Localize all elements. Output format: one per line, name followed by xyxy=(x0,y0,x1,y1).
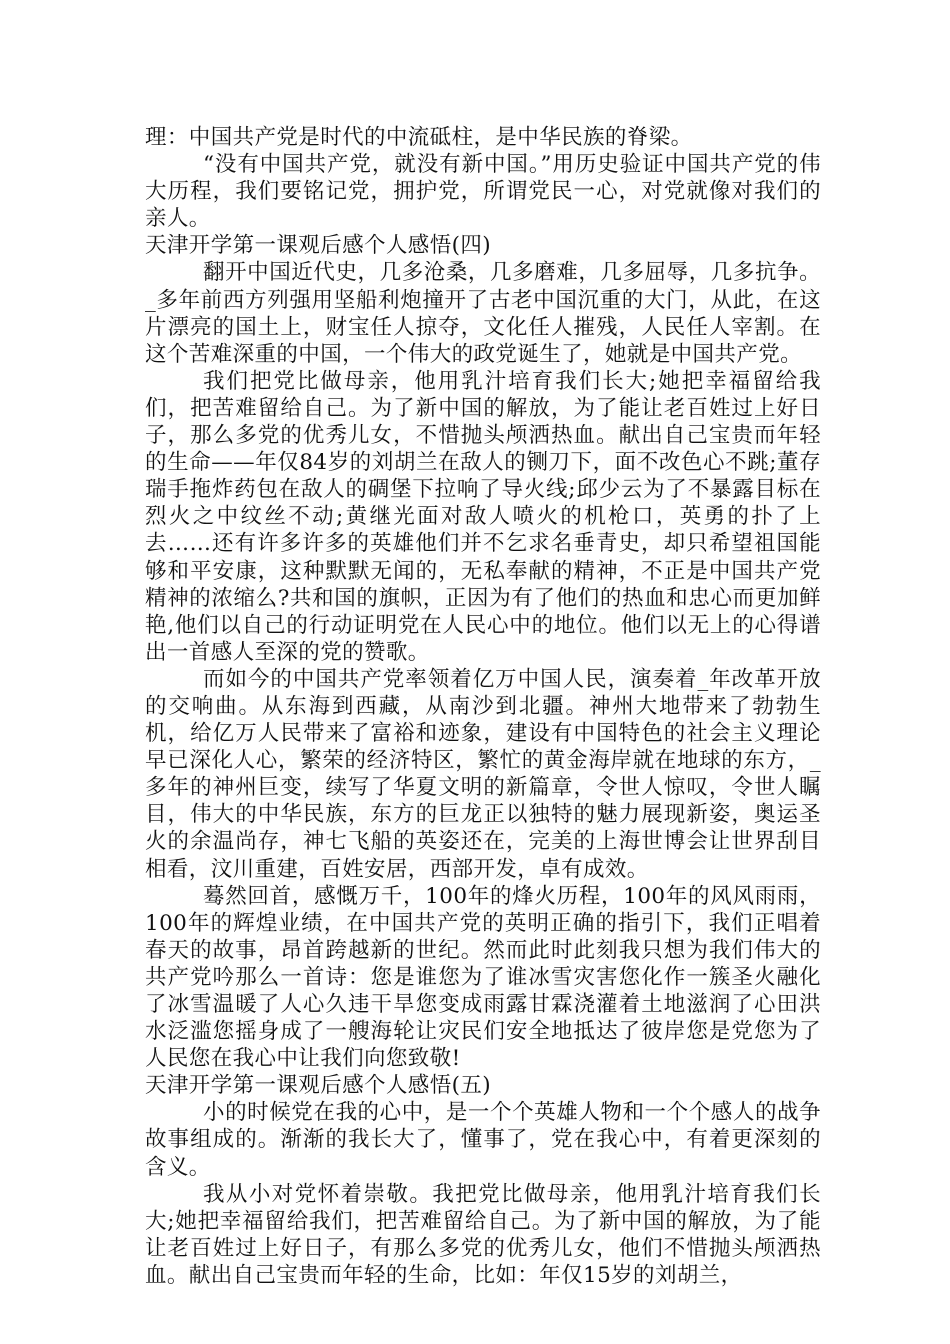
section-heading: 天津开学第一课观后感个人感悟(四) xyxy=(145,233,492,259)
paragraph: “没有中国共产党，就没有新中国。”用历史验证中国共产党的伟大历程，我们要铭记党，拥护党，所谓党民一心，对党就像对我们的亲人。 xyxy=(145,152,821,232)
paragraph: 而如今的中国共产党率领着亿万中国人民，演奏着_年改革开放的交响曲。从东海到西藏，从南沙到北疆。神州大地带来了勃勃生机，给亿万人民带来了富裕和迹象，建设有中国特色的社会主义理论早已深化人心，繁荣的经济特区，繁忙的黄金海岸就在地球的东方，_多年的神州巨变，续写了华夏文明的新篇章，令世人惊叹，令世人瞩目，伟大的中华民族，东方的巨龙正以独特的魅力展现新姿，奥运圣火的余温尚存，神七飞船的英姿还在，完美的上海世博会让世界刮目相看，汶川重建，百姓安居，西部开发，卓有成效。 xyxy=(145,666,821,882)
paragraph: 翻开中国近代史，几多沧桑，几多磨难，几多屈辱，几多抗争。_多年前西方列强用坚船利炮撞开了古老中国沉重的大门，从此，在这片漂亮的国土上，财宝任人掠夺，文化任人摧残，人民任人宰割。在这个苦难深重的中国，一个伟大的政党诞生了，她就是中国共产党。 xyxy=(145,260,821,367)
paragraph: 我从小对党怀着崇敬。我把党比做母亲，他用乳汁培育我们长大;她把幸福留给我们，把苦难留给自己。为了新中国的解放，为了能让老百姓过上好日子，有那么多党的优秀儿女，他们不惜抛头颅洒热血。献出自己宝贵而年轻的生命，比如：年仅15岁的刘胡兰， xyxy=(145,1181,821,1288)
paragraph-continuation: 理：中国共产党是时代的中流砥柱，是中华民族的脊梁。 xyxy=(145,125,693,150)
document-body xyxy=(145,124,821,1289)
paragraph: 我们把党比做母亲，他用乳汁培育我们长大;她把幸福留给我们，把苦难留给自己。为了新中国的解放，为了能让老百姓过上好日子，那么多党的优秀儿女，不惜抛头颅洒热血。献出自己宝贵而年轻的生命——年仅84岁的刘胡兰在敌人的铡刀下，面不改色心不跳;董存瑞手拖炸药包在敌人的碉堡下拉响了导火线;邱少云为了不暴露目标在烈火之中纹丝不动;黄继光面对敌人喷火的机枪口，英勇的扑了上去……还有许多许多的英雄他们并不乞求名垂青史，却只希望祖国能够和平安康，这种默默无闻的，无私奉献的精神，不正是中国共产党精神的浓缩么?共和国的旗帜，正因为有了他们的热血和忠心而更加鲜艳,他们以自己的行动证明党在人民心中的地位。他们以无上的心得谱出一首感人至深的党的赞歌。 xyxy=(145,368,821,665)
paragraph: 小的时候党在我的心中，是一个个英雄人物和一个个感人的战争故事组成的。渐渐的我长大了，懂事了，党在我心中，有着更深刻的含义。 xyxy=(145,1100,821,1180)
paragraph: 蓦然回首，感慨万千，100年的烽火历程，100年的风风雨雨，100年的辉煌业绩，在中国共产党的英明正确的指引下，我们正唱着春天的故事，昂首跨越新的世纪。然而此时此刻我只想为我们伟大的共产党吟那么一首诗：您是谁您为了谁冰雪灾害您化作一簇圣火融化了冰雪温暖了人心久违干旱您变成雨露甘霖浇灌着土地滋润了心田洪水泛滥您摇身成了一艘海轮让灾民们安全地抵达了彼岸您是党您为了人民您在我心中让我们向您致敬! xyxy=(145,883,821,1072)
section-heading: 天津开学第一课观后感个人感悟(五) xyxy=(145,1073,492,1099)
